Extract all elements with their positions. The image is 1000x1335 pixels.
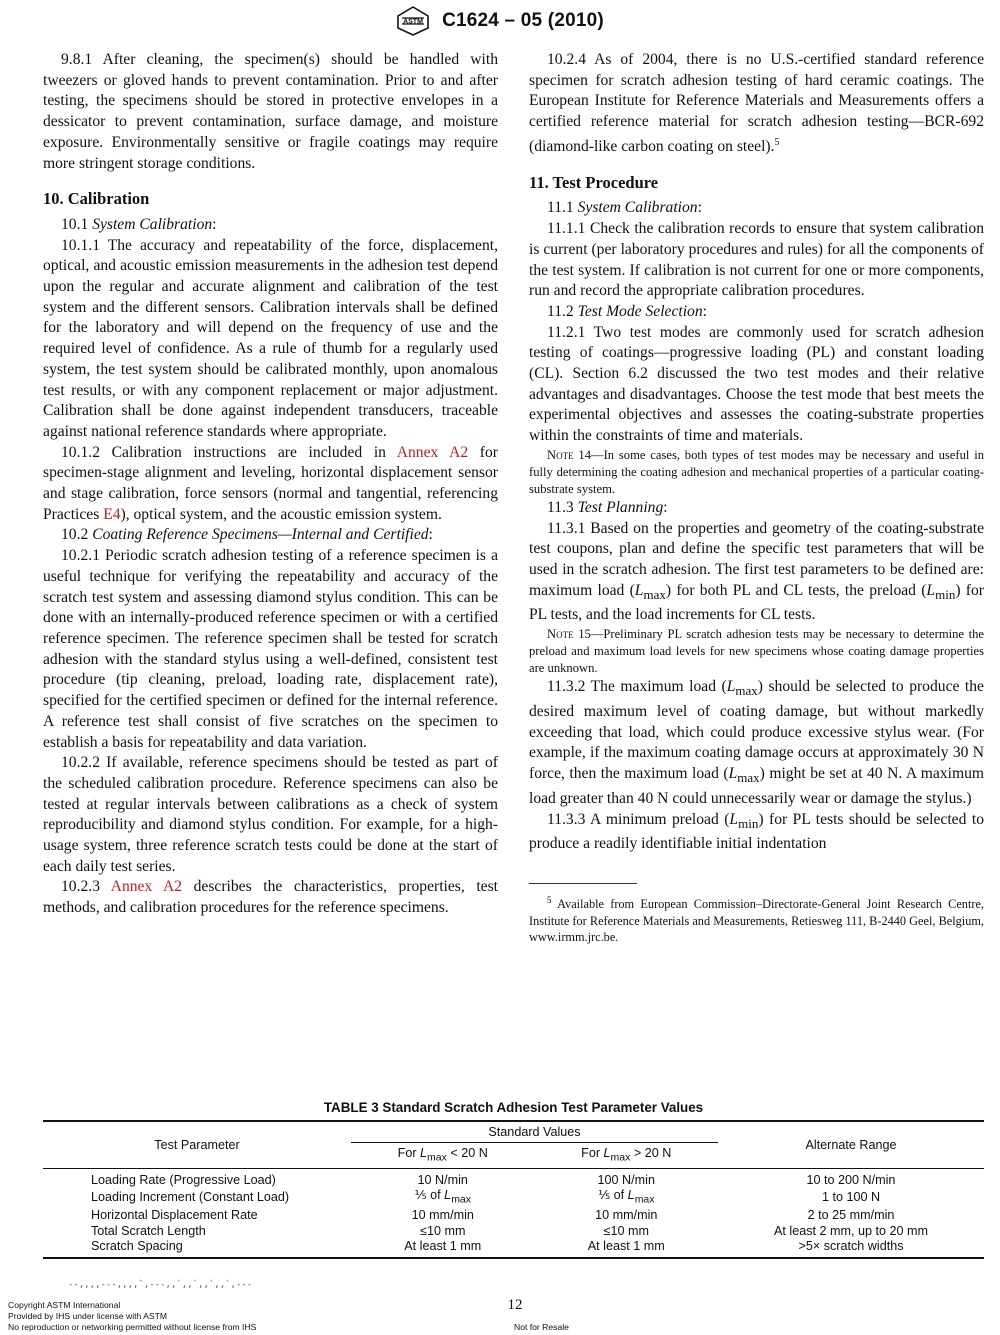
note-14: Note 14—In some cases, both types of test modes may be necessary and useful in fully determining the coating adhesion and mechanical properties of a particular coating-substrate system. bbox=[529, 447, 984, 496]
svg-text:ASTM: ASTM bbox=[403, 18, 423, 26]
note-15: Note 15—Preliminary PL scratch adhesion tests may be necessary to determine the preload and maximum load levels for new specimens whose coating damage properties are unknown. bbox=[529, 627, 984, 676]
paragraph-10-2: 10.2 Coating Reference Specimens—Internal and Certified: bbox=[61, 526, 433, 544]
annex-a2-link[interactable]: Annex A2 bbox=[110, 878, 183, 896]
paragraph-9-8-1: 9.8.1 After cleaning, the specimen(s) should be handled with tweezers or gloved hands to prevent contamination. Prior to and after testing, the specimens should be stored in protective envelopes in a dessicator to prevent contamination, surface damage, and moisture exposure. Environmentally sensitive or fragile coatings may require more stringent storage conditions. bbox=[43, 51, 498, 172]
table-title: TABLE 3 Standard Scratch Adhesion Test Parameter Values bbox=[323, 1100, 704, 1115]
footnote-ref: 5 bbox=[774, 136, 780, 148]
table-row: Horizontal Displacement Rate 10 mm/min 10 mm/min 2 to 25 mm/min bbox=[91, 1208, 895, 1223]
table-3 bbox=[43, 1100, 984, 1259]
footnote-5: $^5$ Available from European Commission–Directorate-General Joint Research Centre, Institute for Reference Materials and Measurements, Retiesweg 111, B-2440 Geel, Belgium, www.irmm.jrc.be. bbox=[529, 895, 984, 945]
paragraph-10-1-2: 10.1.2 Calibration instructions are included in Annex A2 for specimen-stage alignment and leveling, horizontal displacement sensor and stage calibration, force sensors (normal and tangential, referencing Practices E4), optical system, and the acoustic emission system. bbox=[43, 443, 498, 523]
page-header bbox=[0, 6, 1000, 36]
page-number: 12 bbox=[507, 1297, 523, 1313]
paragraph-10-2-1: 10.2.1 Periodic scratch adhesion testing of a reference specimen is a useful technique for verifying the repeatability and accuracy of the scratch test system and assessing diamond stylus condition. This can be done with an internally-produced reference specimen or with a certified reference specimen. The reference specimen shall be tested for scratch adhesion with the standard stylus using a well-defined, consistent test procedure (tip cleaning, preload, loading rate, displacement rate), specified for the certified specimen or defined for the internal reference. A reference test shall consist of five scratches on the specimen to establish a basis for repeatability and data variation. bbox=[43, 547, 498, 751]
paragraph-11-3: 11.3 Test Planning: bbox=[547, 498, 668, 516]
footnote-divider bbox=[529, 883, 637, 884]
header-lmax-gt-20: For $L_{max} > 20$ N bbox=[535, 1143, 719, 1169]
document-designation: C1624 – 05 (2010) bbox=[442, 10, 604, 31]
header-test-parameter: Test Parameter bbox=[43, 1121, 351, 1168]
astm-logo-icon bbox=[396, 6, 430, 36]
left-column bbox=[43, 50, 498, 919]
paragraph-11-3-3: 11.3.3 A minimum preload $(L_{min})$ for PL tests should be selected to produce a readily identifiable initial indentation bbox=[529, 810, 984, 853]
section-heading-calibration: 10. Calibration bbox=[43, 189, 150, 209]
header-alternate-range: Alternate Range bbox=[718, 1121, 984, 1168]
table-row: Scratch Spacing At least 1 mm At least 1 mm >5× scratch widths bbox=[43, 1239, 984, 1258]
paragraph-10-2-4: 10.2.4 As of 2004, there is no U.S.-certified standard reference specimen for scratch adhesion testing of hard ceramic coatings. The European Institute for Reference Materials and Measurements offers a certified reference material for scratch adhesion testing—BCR-692 (diamond-like carbon coating on steel).$^5$ bbox=[529, 51, 984, 155]
paragraph-10-2-2: 10.2.2 If available, reference specimens should be tested as part of the scheduled calibration procedure. Reference specimens can also be tested at regular intervals between calibrations as a check of system reproducibility and diamond stylus condition. For example, for a high-usage system, three reference scratch tests could be done at the start of each daily test series. bbox=[43, 754, 498, 875]
not-for-resale: Not for Resale bbox=[514, 1322, 569, 1332]
parameter-table bbox=[43, 1120, 984, 1259]
section-heading-test-procedure: 11. Test Procedure bbox=[529, 172, 659, 192]
table-row: Loading Increment (Constant Load) ⅕ of $L_{max}$ ⅕ of $L_{max}$ 1 to 100 N bbox=[91, 1188, 881, 1206]
table-row: Total Scratch Length ≤10 mm ≤10 mm At least 2 mm, up to 20 mm bbox=[91, 1223, 928, 1238]
paragraph-11-1: 11.1 System Calibration: bbox=[547, 199, 702, 217]
watermark-dots: --,,,,---,,,,`,---,,`,,`,,`,,`,--- bbox=[68, 1280, 253, 1290]
paragraph-11-1-1: 11.1.1 Check the calibration records to ensure that system calibration is current (per laboratory procedures and rules) for all the components of the test system. If calibration is not current for one or more components, run and record the appropriate calibration procedures. bbox=[529, 220, 984, 300]
paragraph-10-2-3: 10.2.3 Annex A2 describes the characteristics, properties, test methods, and calibration procedures for the reference specimens. bbox=[43, 878, 498, 917]
copyright-block: Copyright ASTM International Provided by IHS under license with ASTM No reproduction or networking permitted without license from IHS bbox=[8, 1300, 257, 1332]
header-lmax-lt-20: For $L_{max} < 20$ N bbox=[351, 1143, 535, 1169]
table-row: Loading Rate (Progressive Load) 10 N/min 100 N/min 10 to 200 N/min bbox=[91, 1172, 896, 1187]
header-standard-values: Standard Values bbox=[351, 1121, 718, 1143]
paragraph-11-2-1: 11.2.1 Two test modes are commonly used for scratch adhesion testing of coatings—progressive loading (PL) and constant loading (CL). Section 6.2 discussed the two test modes and their relative advantages and disadvantages. Choose the test mode that best meets the experimental objectives and assesses the coating-substrate properties within the constraints of time and materials. bbox=[529, 323, 984, 445]
paragraph-10-1: 10.1 System Calibration: bbox=[61, 215, 217, 233]
paragraph-11-3-1: 11.3.1 Based on the properties and geometry of the coating-substrate test coupons, plan and define the specific test parameters that will be used in the scratch adhesion. The first test parameters to be defined are: maximum load $(L_{max})$ for both PL and CL tests, the preload $(L_{min})$ for PL tests, and the load increments for CL tests. bbox=[529, 519, 984, 624]
practice-e4-link[interactable]: E4 bbox=[103, 505, 121, 523]
right-column bbox=[529, 50, 984, 946]
annex-a2-link[interactable]: Annex A2 bbox=[396, 443, 469, 461]
paragraph-11-2: 11.2 Test Mode Selection: bbox=[547, 302, 707, 320]
paragraph-10-1-1: 10.1.1 The accuracy and repeatability of the force, displacement, optical, and acoustic emission measurements in the adhesion test depend upon the regular and accurate alignment and calibration of the test system and the different sensors. Calibration intervals shall be defined for the laboratory and will depend on the frequency of use and the required level of confidence. As a rule of thumb for a regularly used system, the test system should be calibrated monthly, upon anomalous test results, or with any component replacement or major adjustment. Calibration shall be done against independent transducers, traceable against national reference standards where appropriate. bbox=[43, 236, 498, 440]
paragraph-11-3-2: 11.3.2 The maximum load $(L_{max})$ should be selected to produce the desired maximum level of coating damage, but without markedly exceeding that load, which could produce excessive stylus wear. (For example, if the maximum coating damage occurs at approximately 30 N force, then the maximum load $(L_{max})$ might be set at 40 N. A maximum load greater than 40 N could unnecessarily wear or damage the stylus.) bbox=[529, 678, 985, 807]
